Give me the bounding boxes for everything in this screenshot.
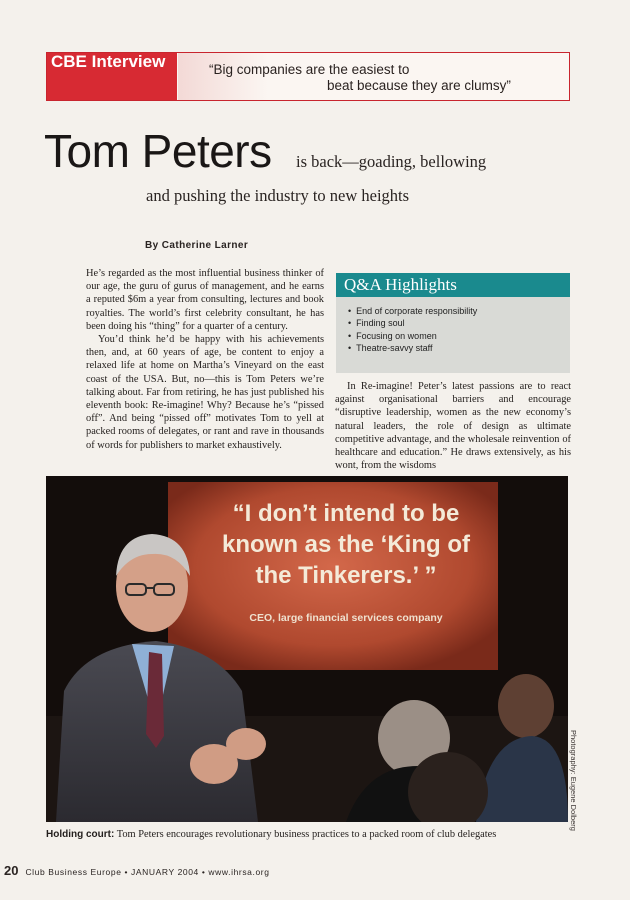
qa-list — [336, 297, 570, 354]
audience-head — [498, 674, 554, 738]
headline-name: Tom Peters — [44, 125, 272, 177]
pull-quote-line1: “Big companies are the easiest to — [209, 62, 410, 77]
slide-quote-line: the Tinkerers.’ ” — [255, 562, 437, 589]
slide-attribution: CEO, large financial services company — [249, 612, 443, 624]
header-strip — [46, 52, 570, 101]
caption-lead: Holding court: — [46, 829, 115, 840]
event-photo — [46, 476, 568, 822]
qa-heading: Q&A Highlights — [336, 273, 570, 297]
photo-caption — [46, 829, 586, 840]
slide-quote-line: known as the ‘King of — [221, 531, 470, 558]
qa-item: • Focusing on women — [348, 330, 570, 342]
section-tag: CBE Interview — [47, 53, 177, 100]
body-paragraph: You’d think he’d be happy with his achievements then, and, at 60 years of age, be content to enjoy a relaxed life at home on Martha’s Vineyard on the east coast of the USA. But, no—this is Tom Peters we’re talking about. Far from retiring, he has just published his eleventh book: Re-imagine! Why? Because he’s “pissed off”. And being “pissed off” motivates Tom to yell at packed rooms of delegates, or rant and rave in thousands of words for publishers to market exhaustively. — [86, 334, 324, 451]
footer-text: Club Business Europe • JANUARY 2004 • www.ihrsa.org — [25, 867, 270, 877]
pull-quote — [209, 62, 549, 94]
page-footer — [4, 863, 270, 878]
body-column-left — [86, 267, 324, 452]
page-number: 20 — [4, 863, 19, 878]
headline-rest-line1: is back—goading, bellowing — [296, 152, 487, 171]
slide-quote — [196, 498, 496, 591]
body-paragraph: In Re-imagine! Peter’s latest passions are to react against organisational barriers and encourage “disruptive leadership, women as the new economy’s natural leaders, the role of design as ultimate competitive advantage, and the wholesale reinvention of healthcare and education.” He draws extensively, as his wont, from the wisdoms — [335, 381, 571, 472]
slide-quote-line: “I don’t intend to be — [232, 500, 460, 527]
caption-text: Tom Peters encourages revolutionary business practices to a packed room of club delegates — [114, 829, 497, 840]
byline: By Catherine Larner — [145, 240, 249, 251]
pull-quote-line2: beat because they are clumsy” — [327, 78, 511, 93]
qa-item: • Finding soul — [348, 317, 570, 329]
qa-highlights-box — [336, 273, 570, 373]
body-column-right — [335, 380, 571, 472]
qa-item: • End of corporate responsibility — [348, 305, 570, 317]
qa-body — [336, 297, 570, 373]
photo-credit: Photography: Eugene Dolberg — [569, 730, 578, 831]
body-paragraph: He’s regarded as the most influential business thinker of our age, the guru of gurus of management, and he earns a reputed $6m a year from consulting, lectures and book royalties. The world’s first celebrity consultant, he has been doing his “thing” for a quarter of a century. — [86, 268, 324, 332]
headline-rest-line2: and pushing the industry to new heights — [146, 186, 410, 205]
qa-item: • Theatre-savvy staff — [348, 342, 570, 354]
